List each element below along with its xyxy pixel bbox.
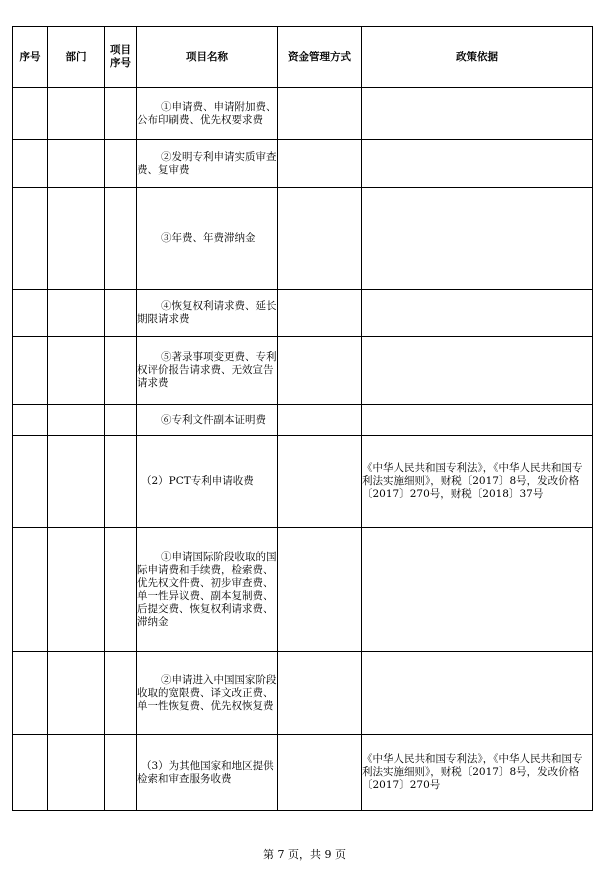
fee-table <box>12 26 593 811</box>
cell-fund-mgmt <box>278 140 362 188</box>
cell-seq <box>13 528 48 652</box>
cell-seq <box>13 290 48 337</box>
cell-item-name <box>137 528 278 652</box>
cell-fund-mgmt <box>278 436 362 528</box>
cell-item-name <box>137 735 278 811</box>
item-name-text: ①申请国际阶段收取的国际申请费和手续费，检索费、优先权文件费、初步审查费、单一性异议费、副本复制费、后提交费、恢复权利请求费、滞纳金 <box>137 550 277 628</box>
cell-seq <box>13 88 48 140</box>
cell-fund-mgmt <box>278 188 362 290</box>
header-policy: 政策依据 <box>362 27 593 88</box>
cell-seq <box>13 436 48 528</box>
cell-dept <box>48 140 105 188</box>
cell-item-seq <box>105 528 137 652</box>
item-name-text: ⑥专利文件副本证明费 <box>161 413 266 426</box>
cell-dept <box>48 436 105 528</box>
item-name-text: ①申请费、申请附加费、公布印刷费、优先权要求费 <box>137 100 277 126</box>
table-row <box>13 735 593 811</box>
cell-item-name <box>137 652 278 735</box>
cell-seq <box>13 405 48 436</box>
table-header-row <box>13 27 593 88</box>
cell-policy <box>362 405 593 436</box>
page-footer: 第 7 页，共 9 页 <box>263 848 346 861</box>
cell-item-seq <box>105 652 137 735</box>
table-row <box>13 436 593 528</box>
table-row <box>13 290 593 337</box>
cell-dept <box>48 337 105 405</box>
cell-item-name <box>137 290 278 337</box>
cell-seq <box>13 140 48 188</box>
cell-item-seq <box>105 140 137 188</box>
cell-item-name <box>137 337 278 405</box>
table-row <box>13 405 593 436</box>
cell-fund-mgmt <box>278 652 362 735</box>
header-item-name: 项目名称 <box>137 27 278 88</box>
cell-fund-mgmt <box>278 528 362 652</box>
cell-dept <box>48 528 105 652</box>
table-row <box>13 188 593 290</box>
cell-dept <box>48 405 105 436</box>
cell-item-name <box>137 405 278 436</box>
cell-policy: 《中华人民共和国专利法》，《中华人民共和国专利法实施细则》，财税〔2017〕8号，发改价格〔2017〕270号 <box>362 735 593 811</box>
cell-item-name <box>137 140 278 188</box>
cell-policy <box>362 337 593 405</box>
cell-seq <box>13 337 48 405</box>
table-row <box>13 652 593 735</box>
header-seq: 序号 <box>13 27 48 88</box>
item-name-text: ④恢复权利请求费、延长期限请求费 <box>137 300 277 325</box>
cell-dept <box>48 188 105 290</box>
cell-item-name <box>137 88 278 140</box>
item-name-text: ②申请进入中国国家阶段收取的宽限费、译文改正费、单一性恢复费、优先权恢复费 <box>137 673 277 712</box>
cell-item-seq <box>105 290 137 337</box>
cell-seq <box>13 188 48 290</box>
cell-seq <box>13 735 48 811</box>
item-name-text: ③年费、年费滞纳金 <box>161 232 256 244</box>
cell-fund-mgmt <box>278 337 362 405</box>
cell-fund-mgmt <box>278 88 362 140</box>
header-item-seq-line1: 项目 <box>110 44 131 56</box>
cell-item-name <box>137 436 278 528</box>
table-row <box>13 140 593 188</box>
header-dept: 部门 <box>48 27 105 88</box>
cell-policy <box>362 188 593 290</box>
cell-fund-mgmt <box>278 290 362 337</box>
cell-item-seq <box>105 735 137 811</box>
cell-policy <box>362 652 593 735</box>
table-row <box>13 337 593 405</box>
item-name-text: （2）PCT专利申请收费 <box>141 475 254 487</box>
table-row <box>13 528 593 652</box>
cell-fund-mgmt <box>278 735 362 811</box>
cell-item-name <box>137 188 278 290</box>
table-row <box>13 88 593 140</box>
cell-policy <box>362 528 593 652</box>
cell-fund-mgmt <box>278 405 362 436</box>
cell-item-seq <box>105 188 137 290</box>
cell-item-seq <box>105 405 137 436</box>
header-item-seq-line2: 序号 <box>110 57 131 69</box>
item-name-text: ②发明专利申请实质审查费、复审费 <box>137 150 277 176</box>
cell-item-seq <box>105 88 137 140</box>
cell-policy <box>362 140 593 188</box>
header-fund-mgmt: 资金管理方式 <box>278 27 362 88</box>
item-name-text: （3）为其他国家和地区提供检索和审查服务收费 <box>137 759 274 785</box>
cell-policy <box>362 290 593 337</box>
cell-dept <box>48 735 105 811</box>
header-item-seq <box>105 27 137 88</box>
cell-dept <box>48 290 105 337</box>
cell-policy: 《中华人民共和国专利法》，《中华人民共和国专利法实施细则》，财税〔2017〕8号，发改价格〔2017〕270号，财税〔2018〕37号 <box>362 436 593 528</box>
cell-item-seq <box>105 436 137 528</box>
cell-policy <box>362 88 593 140</box>
cell-dept <box>48 88 105 140</box>
cell-seq <box>13 652 48 735</box>
cell-dept <box>48 652 105 735</box>
item-name-text: ⑤著录事项变更费、专利权评价报告请求费、无效宣告请求费 <box>137 351 277 389</box>
cell-item-seq <box>105 337 137 405</box>
